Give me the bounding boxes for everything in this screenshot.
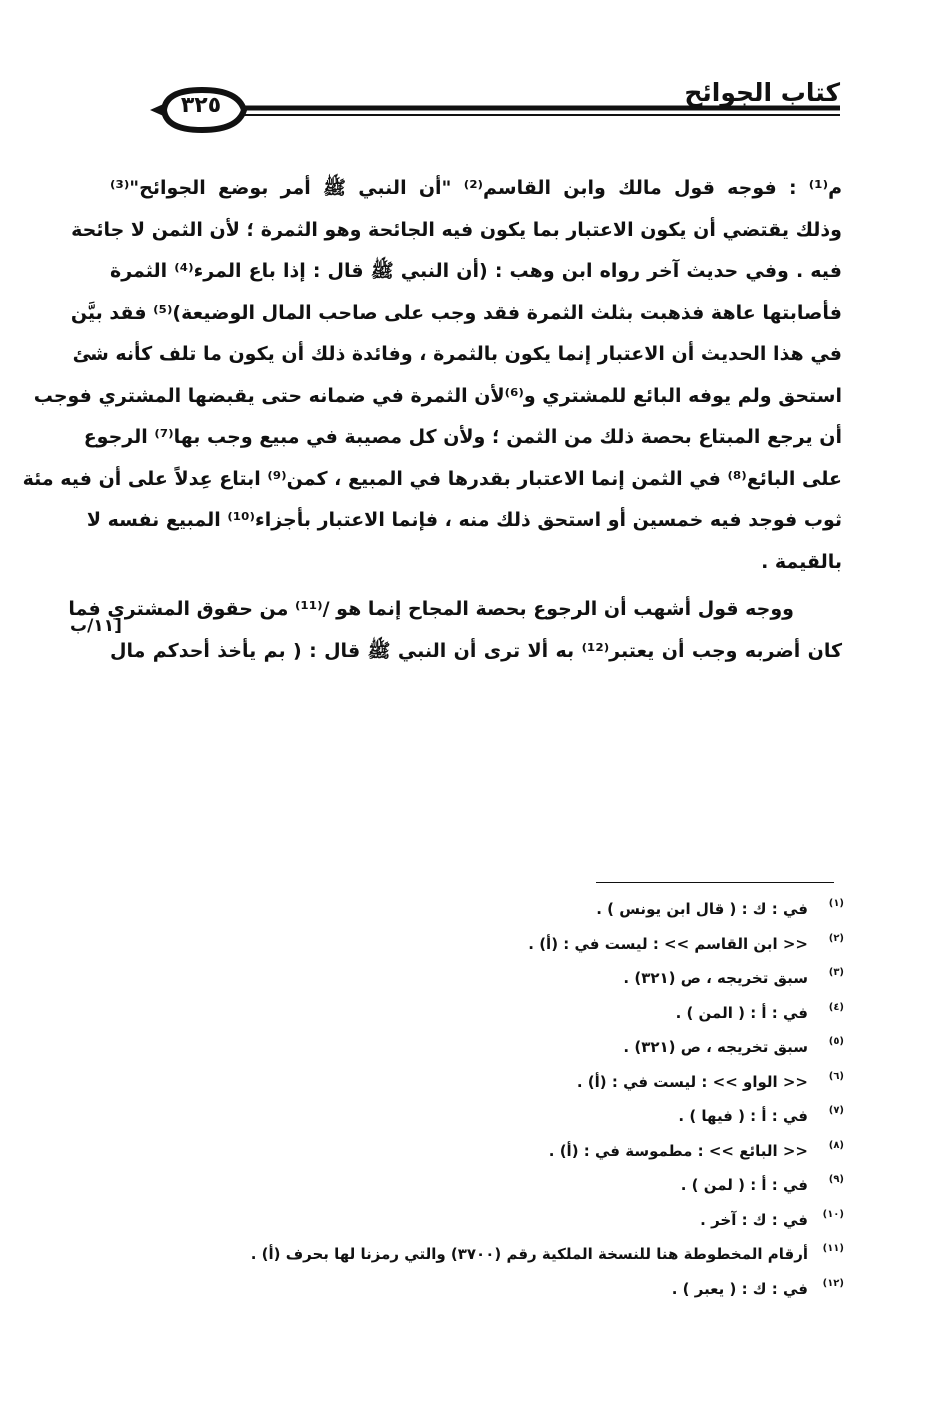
footnote — [224, 1030, 844, 1065]
footnote — [224, 1065, 844, 1100]
footnote-text: في : ك : ( قال ابن يونس ) . — [596, 900, 808, 918]
footnote-number: (١٢) — [822, 1277, 844, 1289]
text-line: فيه . وفي حديث آخر رواه ابن وهب : (أن النبي ﷺ قال : إذا باع المرء⁽⁴⁾ الثمرة — [110, 260, 842, 282]
footnote-text: << ابن القاسم >> : ليست في : (أ) . — [528, 934, 808, 953]
footnote-text: أرقام المخطوطة هنا للنسخة الملكية رقم (٣٧٠٠) والتي رمزنا لها بحرف (أ) . — [250, 1245, 808, 1263]
footnote-text: في : أ : ( المن ) . — [675, 1003, 808, 1022]
footnote-number: (١١) — [822, 1243, 844, 1254]
footnote-number: (٤) — [828, 1001, 844, 1013]
text-line: كان أضربه وجب أن يعتبر⁽¹²⁾ به ألا ترى أن النبي ﷺ قال : ( بم يأخذ أحدكم مال — [110, 639, 842, 662]
text-line: على البائع⁽⁸⁾ في الثمن إنما الاعتبار بقدرها في المبيع ، كمن⁽⁹⁾ ابتاع عِدلاً على أن فيه مئة — [22, 467, 842, 490]
footnote — [224, 1168, 844, 1203]
footnote — [224, 961, 844, 996]
footnote-text: << البائع >> : مطموسة في : (أ) . — [548, 1141, 808, 1160]
footnote-text: في : ك : ( يعبر ) . — [671, 1279, 808, 1298]
footnote-text: << الواو >> : ليست في : (أ) . — [576, 1072, 808, 1091]
page-header — [150, 72, 840, 132]
footnote-text: في : ك : آخر . — [700, 1210, 808, 1229]
page-number: ٣٢٥ — [180, 93, 222, 118]
text-line: في هذا الحديث أن الاعتبار إنما يكون بالثمرة ، وفائدة ذلك أن يكون ما تلف كأنه شئ — [72, 343, 842, 365]
text-line: م⁽¹⁾ : فوجه قول مالك وابن القاسم⁽²⁾ "أن النبي ﷺ أمر بوضع الجوائح"⁽³⁾ — [110, 177, 842, 199]
footnote — [224, 1203, 844, 1238]
footnote-text: في : أ : ( فيها ) . — [678, 1107, 808, 1125]
footnote-text: سبق تخريجه ، ص (٣٢١) . — [623, 969, 808, 987]
text-line: ووجه قول أشهب أن الرجوع بحصة المجاح إنما هو /⁽¹¹⁾ من حقوق المشتري فما — [68, 598, 794, 620]
text-line: وذلك يقتضي أن يكون الاعتبار بما يكون فيه الجائحة وهو الثمرة ؛ لأن الثمن لا جائحة — [71, 218, 842, 241]
text-line: ثوب فوجد فيه خمسين أو استحق ذلك منه ، فإنما الاعتبار بأجزاء⁽¹⁰⁾ المبيع نفسه لا — [86, 509, 842, 531]
footnote-text: سبق تخريجه ، ص (٣٢١) . — [623, 1038, 808, 1056]
footnote — [224, 892, 844, 927]
text-line: استحق ولم يوفه البائع للمشتري و⁽⁶⁾لأن الثمرة في ضمانه حتى يقبضها المشتري فوجب — [33, 384, 842, 407]
footnote — [224, 927, 844, 962]
footnote — [224, 1134, 844, 1169]
footnote-number: (٥) — [828, 1036, 844, 1047]
book-title: كتاب الجوائح — [684, 78, 840, 107]
footnote — [224, 996, 844, 1031]
footnotes — [224, 892, 844, 1306]
footnote-number: (٦) — [828, 1070, 844, 1082]
footnote — [224, 1272, 844, 1307]
footnote — [224, 1099, 844, 1134]
footnote-number: (٧) — [828, 1105, 844, 1116]
text-line: بالقيمة . — [761, 550, 842, 573]
footnote-divider — [596, 882, 834, 883]
footnote-text: في : أ : ( لمن ) . — [680, 1176, 808, 1194]
footnote-number: (٣) — [828, 967, 844, 978]
footnote-number: (١٠) — [822, 1208, 844, 1220]
text-line: أن يرجع المبتاع بحصة ذلك من الثمن ؛ ولأن كل مصيبة في مبيع وجب بها⁽⁷⁾ الرجوع — [83, 426, 842, 448]
footnote-number: (٩) — [828, 1174, 844, 1185]
footnote-number: (٨) — [828, 1139, 844, 1151]
manuscript-folio-marker: [١١/ب — [70, 616, 122, 636]
footnote-number: (٢) — [828, 932, 844, 944]
text-line: فأصابتها عاهة فذهبت بثلث الثمرة فقد وجب على صاحب المال الوضيعة)⁽⁵⁾ فقد بيَّن — [70, 301, 842, 324]
paragraph-1 — [22, 168, 842, 583]
footnote-number: (١) — [828, 898, 844, 909]
footnote — [224, 1237, 844, 1272]
